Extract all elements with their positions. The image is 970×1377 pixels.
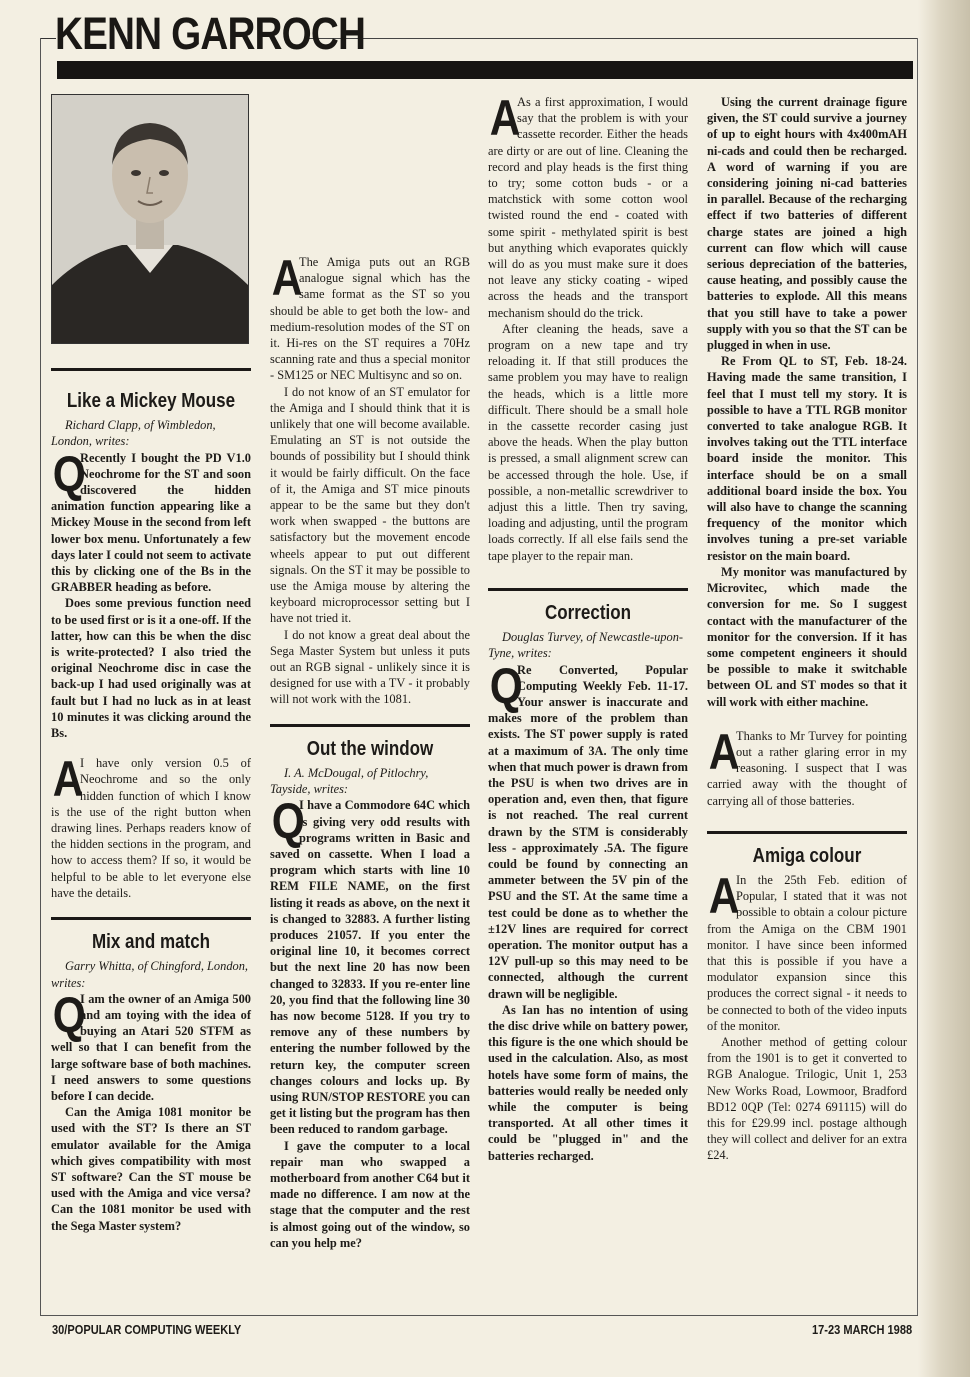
footer-page-title: 30/POPULAR COMPUTING WEEKLY: [52, 1322, 242, 1337]
answer-mix: [270, 250, 470, 708]
a-dropcap: A: [271, 250, 303, 306]
header-rule-right: [308, 38, 918, 39]
question-paragraph: Does some previous function need to be used first or is it a one-off. If the latter, how can this be when the disc is write-protected? I also tried the original Neochrome disc in case the back-up I had used originally was at fault but I had no luck as in at least 10 minutes it was clicking around the Bs.: [51, 596, 251, 741]
answer-paragraph: I do not know a great deal about the Sega Master System but unless it puts out an RGB signal - unlikely since it is designed for use with a TV - it probably will not work with the 1081.: [270, 627, 470, 707]
header-rule-left: [40, 38, 56, 39]
portrait-illustration: [52, 95, 248, 343]
question-correction-continued: [707, 94, 907, 710]
column-masthead: KENN GARROCH: [55, 8, 366, 59]
question-paragraph: As Ian has no intention of using the disc drive while on battery power, this figure is the one which should be used in the calculation. Also, as most hotels have some form of mains, the batteries would really be needed only while the computer is being transported. At all other times it could be "plugged in" and the batteries recharged.: [488, 1002, 688, 1163]
column-3: [488, 90, 688, 1164]
section-rule: [51, 917, 251, 920]
answer-mickey: [51, 751, 251, 901]
question-paragraph: Re From QL to ST, Feb. 18-24. Having made the same transition, I feel that I must tell my story. It is possible to have a TTL RGB monitor converted to take analogue RGB. It involves taking out the TTL interface board inside the monitor. This interface should be on a small additional board inside the box. You will also have to change the scanning frequency of the monitor which involves tuning a pre-set variable resistor on the main board.: [707, 354, 907, 563]
author-photo: [51, 94, 249, 344]
question-paragraph: Using the current drainage figure given, the ST could survive a journey of up to eight hours with 4x400mAH ni-cads and could then be recharged. A word of warning if you are considering joining ni-cad batteries in parallel. Because of the recharging effect if two batteries of different charge states are joined a high current can flow which will cause serious depreciation of the batteries, cause heating, and possibly cause the batteries to explode. All this means that you still have to take a power supply with you so that the ST can be plugged in when in use.: [707, 95, 907, 353]
answer-paragraph: I do not know of an ST emulator for the Amiga and I should think that it is unlikely that one will become available. Emulating an ST is not outside the bounds of possibility but I should think it would be fairly difficult. On the face of it, the Amiga and ST mice pinouts appear to be the same but they don't work when swapped - the buttons are satisfactory but the movement encode wheels appear to put out different signals. On the ST it may be possible to use the Amiga mouse by altering the keyboard microprocessor setting but I have not tried it.: [270, 384, 470, 626]
a-dropcap: A: [708, 723, 740, 780]
question-paragraph: Can the Amiga 1081 monitor be used with the ST? Is there an ST emulator available for the Amiga which gives compatibility with most ST software? Can the ST mouse be used with the Amiga and vice versa? Can the 1081 monitor be used with the Sega Master system?: [51, 1105, 251, 1233]
heading-window: Out the window: [306, 737, 434, 760]
footer-date: 17-23 MARCH 1988: [812, 1322, 913, 1337]
section-rule: [488, 588, 688, 591]
heading-amiga: Amiga colour: [752, 844, 862, 867]
byline-window: I. A. McDougal, of Pitlochry, Tayside, writes:: [270, 765, 429, 797]
answer-amiga: [707, 867, 907, 1164]
heading-mickey: Like a Mickey Mouse: [66, 390, 236, 412]
question-paragraph: Recently I bought the PD V1.0 Neochrome for the ST and soon discovered the hidden animation function appearing like a Mickey Mouse in the second from left lower box menu. Unfortunately a few days later I could not seem to activate this by clicking one of the Bs in the GRABBER heading as before.: [51, 450, 251, 595]
column-4: [707, 94, 907, 1164]
answer-correction: [707, 723, 907, 809]
a-dropcap: A: [708, 867, 740, 924]
byline-mix: Garry Whitta, of Chingford, London, writes:: [51, 959, 249, 990]
heading-mix: Mix and match: [91, 931, 211, 954]
answer-paragraph: As a first approximation, I would say that the problem is with your cassette recorder. Either the heads are dirty or are out of line. Cleaning the record and play heads is the first thing to try; some cotton buds - or a matchstick with some cotton wool twisted round the end - coated with some spirit - methylated spirit is best but anything which evaporates quickly will do as you must make sure it does not leave any sticky coating - wiped across the heads and the transport mechanism should do the trick.: [488, 95, 688, 320]
question-window: [270, 793, 470, 1251]
column-2: [270, 94, 470, 1251]
frame-left-rule: [40, 38, 41, 1316]
answer-paragraph: In the 25th Feb. edition of Popular, I stated that it was not possible to obtain a colour picture from the Amiga on the CBM 1901 monitor. I have since been informed that this is possible if you have a modulator expansion since this produces the correct signal - it needs to be connected to both of the video inputs of the monitor.: [707, 872, 907, 1033]
question-paragraph: I am the owner of an Amiga 500 and am toying with the idea of buying an Atari 520 STFM as well so that I can benefit from the large software base of both machines. I need answers to some questions before I can decide.: [51, 991, 251, 1103]
byline-mickey: Richard Clapp, of Wimbledon, London, writes:: [51, 418, 216, 449]
q-dropcap: Q: [271, 793, 305, 850]
q-dropcap: Q: [52, 445, 86, 502]
answer-paragraph: Another method of getting colour from the 1901 is to get it converted to RGB Analogue. Trilogic, Unit 1, 253 New Works Road, Lowmoor, Bradford BD12 0QP (Tel: 0274 691115) will do this for £29.99 incl. postage although they will collect and deliver for an extra £24.: [707, 1034, 907, 1163]
question-paragraph: Re Converted, Popular Computing Weekly Feb. 11-17. Your answer is inaccurate and makes more of the problem than exists. The ST power supply is rated at a maximum of 3A. The only time when that much power is drawn from the PSU is when two drives are in operation and, even then, that figure is not reached. The real current drawn by the STM is considerably less - approximately .5A. The figure could be found by connecting an ammeter between the 5V pin of the PSU and the ST. At the same time a test could be done as to whether the ±12V lines are required for correct operation. The monitor output has a 12V pull-up so this may need to be connected, although the current drawn will be negligible.: [488, 662, 688, 1001]
frame-right-rule: [917, 38, 918, 1316]
a-dropcap: A: [489, 90, 521, 146]
header-black-bar: [57, 61, 913, 79]
question-paragraph: I gave the computer to a local repair man who swapped a motherboard from another C64 but it made no difference. I am now at the stage that the computer and the rest is almost going out of the window, so can you help me?: [270, 1138, 470, 1250]
question-mix: [51, 986, 251, 1234]
section-rule: [270, 724, 470, 727]
answer-paragraph: After cleaning the heads, save a program on a new tape and try reloading it. If that still produces the same problem you may have to realign the heads, which is a little more difficult. There should be a small hole in the cassette recorder casing just above the heads. When the play button is pressed, a small alignment screw can be accessed through the hole. Use, if possible, a non-metallic screwdriver to adjust this a little. Then try saving, loading and adjusting, until the program loads correctly. If all else fails send the tape player to the repair man.: [488, 321, 688, 563]
q-dropcap: Q: [489, 657, 523, 714]
question-paragraph: I have a Commodore 64C which is giving very odd results with programs written in Basic and saved on cassette. When I load a program which starts with line 10 REM FILE NAME, on the first listing it reads as above, on the next it is changed to 32883. A further listing produces 21057. If you enter the original line 10, it becomes correct but the next line 20 has now been changed to 32833. If you re-enter line 20, you find that the following line 30 has now become 5128. If you try to remove any of these numbers by entering the number followed by the return key, the computer screen changes colours and locks up. By using RUN/STOP RESTORE you can get it listing but the program has then been reduced to random garbage.: [270, 798, 470, 1137]
a-dropcap: A: [52, 751, 84, 808]
byline-correction: Douglas Turvey, of Newcastle-upon-Tyne, writes:: [488, 630, 684, 661]
page-gutter-shadow: [918, 0, 970, 1377]
answer-paragraph: I have only version 0.5 of Neochrome and so the only hidden function of which I know is the use of the right button when drawing lines. Perhaps readers know of the hidden sections in the program, and how to access them? If so, it would be helpful to be able to let everyone else have the details.: [51, 756, 251, 900]
column-1: [51, 94, 251, 1234]
q-dropcap: Q: [52, 986, 86, 1043]
answer-paragraph: The Amiga puts out an RGB analogue signal which has the same format as the ST so you should be able to get both the low- and medium-resolution modes of the ST on it. Hi-res on the ST requires a 70Hz scanning rate and thus a special monitor - SM125 or NEC Multisync and so on.: [270, 255, 470, 383]
section-rule: [707, 831, 907, 834]
heading-correction: Correction: [545, 601, 631, 624]
answer-window: [488, 90, 688, 564]
section-rule: [51, 368, 251, 371]
answer-paragraph: Thanks to Mr Turvey for pointing out a rather glaring error in my reasoning. I suspect that I was carried away with the thought of carrying all of those batteries.: [707, 728, 907, 808]
question-mickey: [51, 445, 251, 742]
question-paragraph: My monitor was manufactured by Microvitec, which made the conversion for me. So I suggest contact with the manufacturer of the monitor for the conversion. If it has some competent engineers it should be possible to make it switchable between OL and ST modes so that it will work with either machine.: [707, 564, 907, 709]
frame-bottom-rule: [40, 1315, 918, 1316]
question-correction: [488, 657, 688, 1164]
